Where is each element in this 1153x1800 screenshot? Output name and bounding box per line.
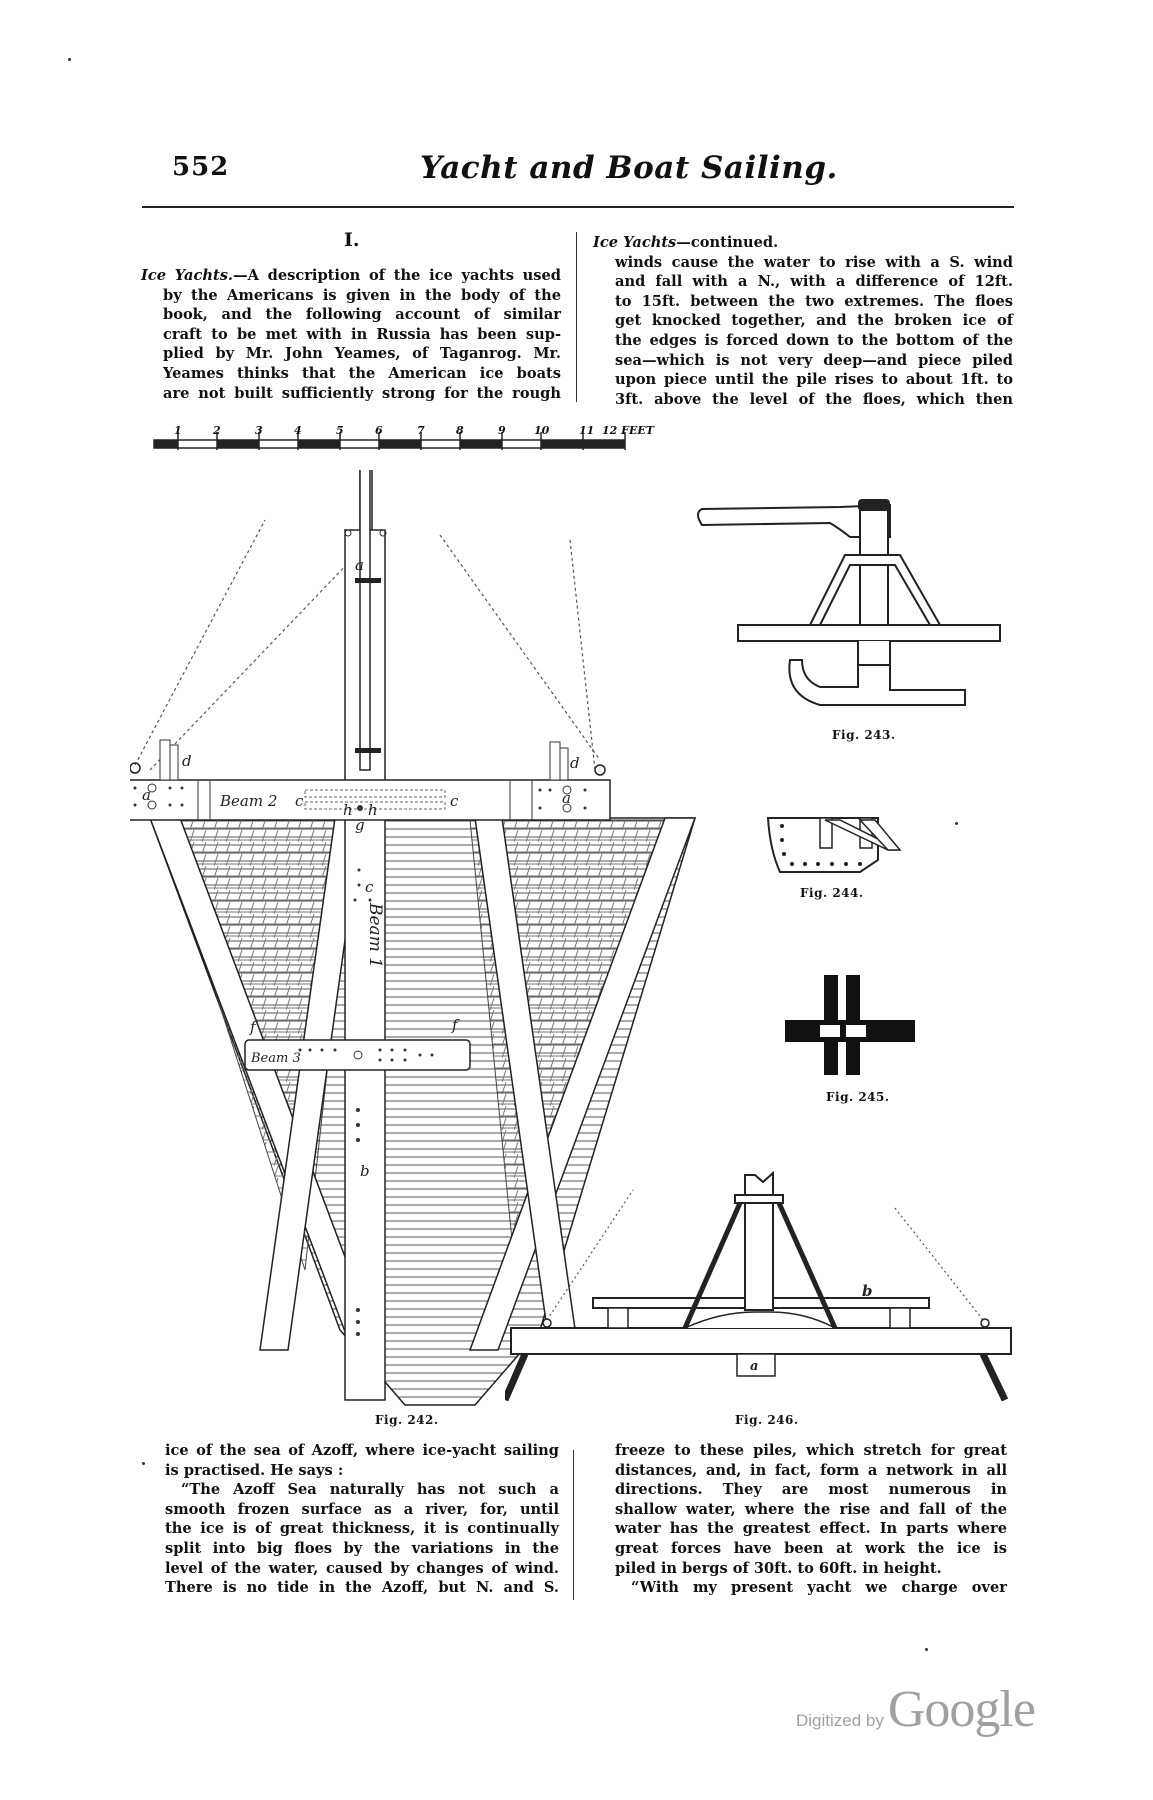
watermark-prefix: Digitized by	[796, 1711, 884, 1730]
scan-speck	[955, 822, 958, 825]
svg-text:c: c	[450, 792, 459, 810]
fig-243-caption: Fig. 243.	[832, 728, 896, 742]
svg-text:Beam 1: Beam 1	[365, 903, 385, 969]
bottom-right-column	[615, 1441, 1007, 1598]
text-line: get knocked together, and the broken ice of	[615, 312, 1013, 330]
svg-text:b: b	[862, 1282, 873, 1300]
text-line: There is no tide in the Azoff, but N. and S.	[165, 1579, 559, 1597]
continued-heading: Ice Yachts—continued.	[593, 234, 779, 251]
running-title: Yacht and Boat Sailing.	[420, 150, 838, 186]
text-line: great forces have been at work the ice is	[615, 1539, 1007, 1557]
svg-text:12 FEET: 12 FEET	[602, 424, 654, 437]
text-line: level of the water, caused by changes of wind.	[165, 1559, 559, 1577]
svg-text:1: 1	[174, 424, 182, 437]
svg-text:4: 4	[294, 424, 302, 437]
text-line: the ice is of great thickness, it is continually	[165, 1520, 559, 1538]
svg-text:9: 9	[498, 424, 506, 437]
fig-246-mast-step	[505, 1170, 1040, 1415]
svg-text:b: b	[360, 1162, 370, 1180]
svg-text:d: d	[182, 752, 192, 770]
svg-text:f: f	[452, 1016, 458, 1034]
svg-text:5: 5	[336, 424, 344, 437]
svg-text:Beam 2: Beam 2	[220, 792, 278, 810]
fig-245-cross-fitting	[780, 970, 930, 1080]
text-line: freeze to these piles, which stretch for great	[615, 1442, 1007, 1459]
google-logo: Google	[887, 1681, 1035, 1738]
scale-bar	[140, 418, 740, 458]
text-line: directions. They are most numerous in	[615, 1481, 1007, 1499]
svg-text:a: a	[562, 789, 571, 807]
svg-text:h: h	[368, 801, 378, 819]
svg-text:7: 7	[417, 424, 425, 437]
svg-text:h: h	[343, 801, 353, 819]
text-line: are not built sufficiently strong for the rough	[163, 384, 561, 402]
svg-text:a: a	[750, 1359, 759, 1374]
scan-speck	[68, 58, 71, 61]
fig-245-caption: Fig. 245.	[826, 1090, 890, 1104]
text-line: “With my present yacht we charge over	[631, 1579, 1007, 1597]
entry-heading: Ice Yachts.	[141, 267, 233, 284]
header-rule	[142, 206, 1014, 208]
column-divider	[573, 1450, 574, 1600]
text-line: “The Azoff Sea naturally has not such a	[181, 1481, 559, 1499]
text-line: and fall with a N., with a difference of 12ft.	[615, 273, 1013, 291]
svg-text:d: d	[570, 754, 580, 772]
scan-speck	[142, 1462, 145, 1465]
svg-text:10: 10	[534, 424, 550, 437]
section-numeral: I.	[344, 229, 360, 251]
text-line: shallow water, where the rise and fall of the	[615, 1500, 1007, 1518]
text-line: winds cause the water to rise with a S. wind	[615, 253, 1013, 271]
text-line: the edges is forced down to the bottom of the	[615, 331, 1013, 349]
text-line: Yeames thinks that the American ice boats	[163, 364, 561, 382]
text-line: sea—which is not very deep—and piece piled	[615, 351, 1013, 369]
svg-text:Beam 3: Beam 3	[251, 1051, 301, 1066]
fig-244-iron-fitting	[760, 810, 910, 880]
svg-text:c: c	[365, 878, 374, 896]
text-line: Ice Yachts.—A description of the ice yachts used	[141, 267, 561, 284]
digitized-watermark	[796, 1680, 1035, 1739]
text-line: distances, and, in fact, form a network in all	[615, 1461, 1007, 1479]
text-line: by the Americans is given in the body of the	[163, 286, 561, 304]
text-line: craft to be met with in Russia has been sup-	[163, 325, 561, 343]
text-line: book, and the following account of similar	[163, 306, 561, 324]
svg-text:a: a	[142, 786, 151, 804]
svg-text:f: f	[250, 1018, 256, 1036]
svg-text:8: 8	[456, 424, 464, 437]
column-divider	[576, 232, 577, 402]
svg-text:3: 3	[255, 424, 263, 437]
svg-text:a: a	[355, 556, 364, 574]
svg-text:c: c	[295, 792, 304, 810]
text-line: ice of the sea of Azoff, where ice-yacht sailing	[165, 1442, 559, 1459]
text-line: plied by Mr. John Yeames, of Taganrog. Mr.	[163, 345, 561, 363]
fig-246-caption: Fig. 246.	[735, 1413, 799, 1427]
top-left-column	[141, 266, 561, 403]
text-line: upon piece until the pile rises to about 1ft. to	[615, 371, 1013, 389]
text-line: water has the greatest effect. In parts where	[615, 1520, 1007, 1538]
svg-text:11: 11	[579, 424, 595, 437]
svg-text:2: 2	[213, 424, 221, 437]
text-line: to 15ft. between the two extremes. The floes	[615, 292, 1013, 310]
text-line: split into big floes by the variations in the	[165, 1539, 559, 1557]
scan-speck	[925, 1648, 928, 1651]
text-line: 3ft. above the level of the floes, which then	[615, 390, 1013, 408]
text-line: piled in bergs of 30ft. to 60ft. in height.	[615, 1559, 942, 1577]
text-line: smooth frozen surface as a river, for, until	[165, 1500, 559, 1518]
fig-242-caption: Fig. 242.	[375, 1413, 439, 1427]
svg-text:6: 6	[375, 424, 383, 437]
svg-text:g: g	[355, 816, 365, 834]
fig-243-runner-fitting	[690, 495, 1010, 725]
top-right-column	[593, 233, 1013, 409]
text-line: is practised. He says :	[165, 1461, 344, 1479]
page-number: 552	[172, 152, 230, 182]
bottom-left-column	[165, 1441, 559, 1598]
fig-244-caption: Fig. 244.	[800, 886, 864, 900]
